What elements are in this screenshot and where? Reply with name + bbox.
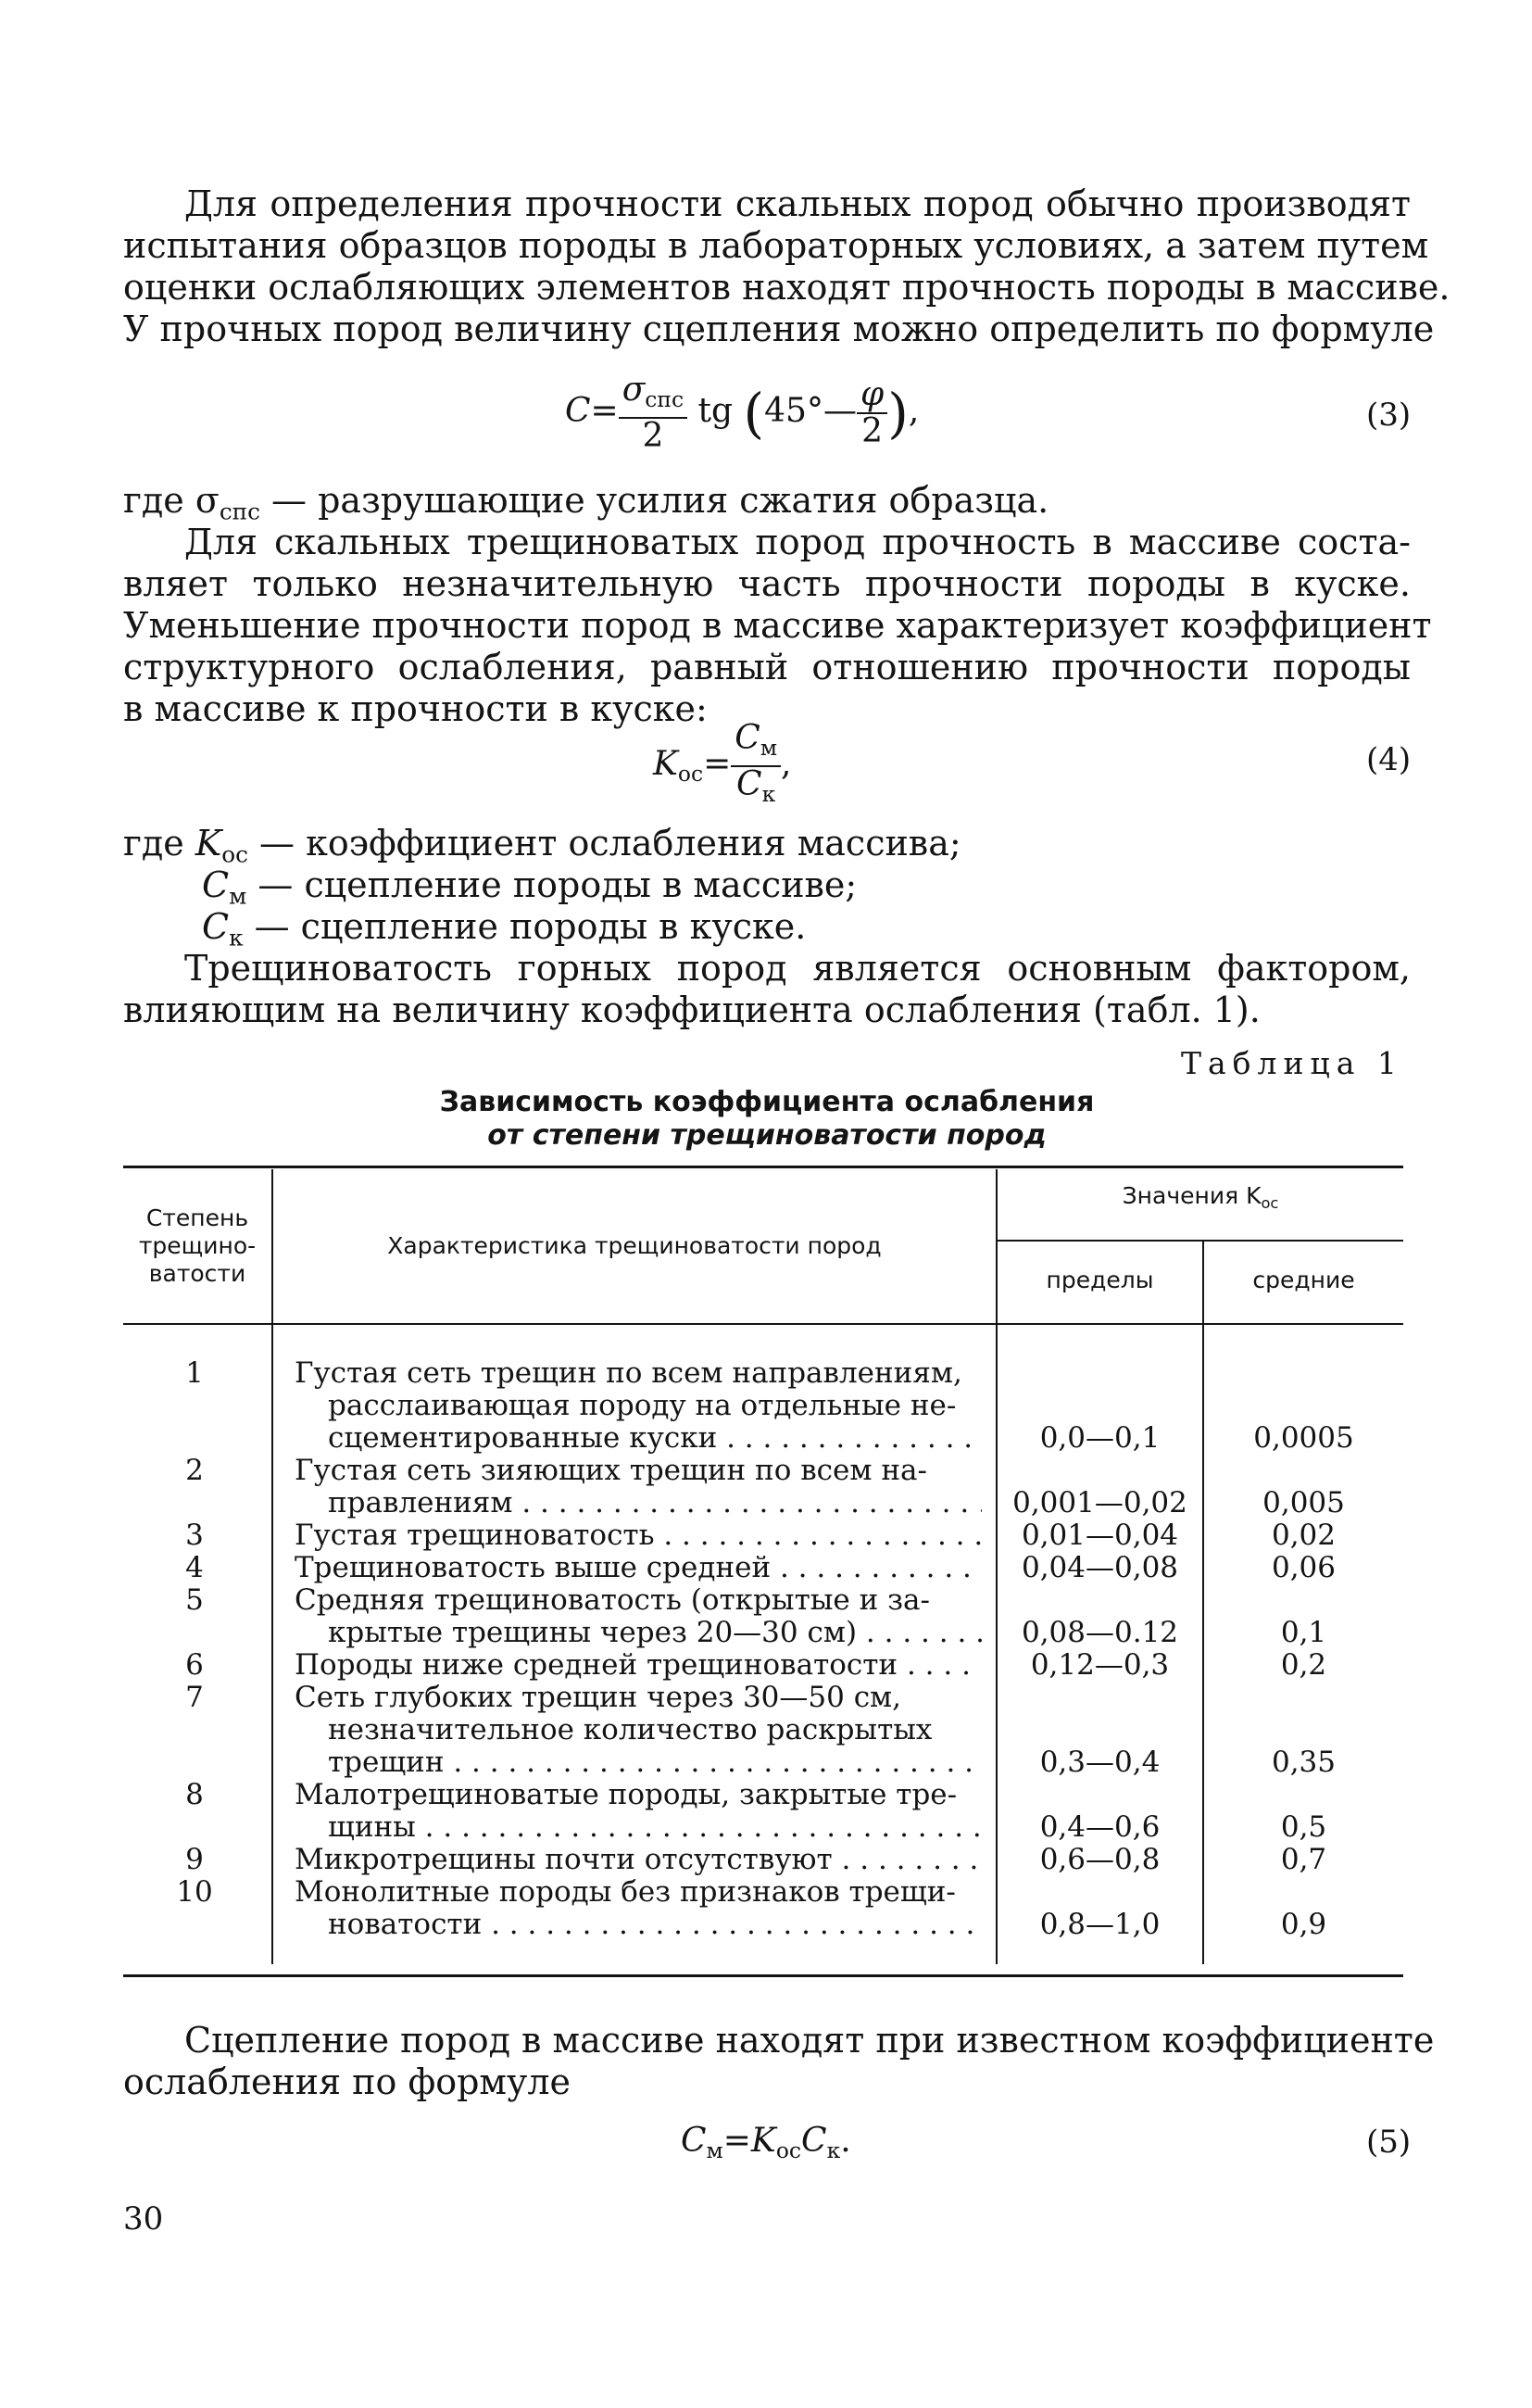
header-characteristic: Характеристика трещиноватости пород [387, 1232, 882, 1259]
def-text: — сцепление породы в массиве; [246, 864, 858, 905]
row-average: 0,7 [1280, 1843, 1327, 1876]
formula3-num-sub: спс [645, 386, 684, 413]
table-bottom-rule [123, 1974, 1403, 1977]
formula4-num: C [735, 719, 760, 757]
formula4-den-sub: к [761, 781, 776, 808]
header-degree-line: ватости [148, 1260, 246, 1287]
row-average: 0,1 [1280, 1616, 1327, 1649]
para2-line: Для скальных трещиноватых пород прочность в массиве соста- [184, 522, 1411, 562]
intro-line: У прочных пород величину сцепления можно определить по формуле [123, 309, 1435, 349]
intro-line: оценки ослабляющих элементов находят прочность породы в массиве. [123, 267, 1450, 308]
row-average: 0,005 [1262, 1486, 1345, 1519]
row-average: 0,06 [1271, 1551, 1337, 1584]
table-row [295, 1552, 982, 1584]
row-text-line: правлениям [328, 1487, 513, 1519]
row-text-line: щины [328, 1811, 416, 1844]
def-prefix: где [123, 823, 195, 864]
table-row [295, 1682, 982, 1779]
row-number: 9 [185, 1843, 204, 1876]
header-degree-line: трещино- [138, 1232, 257, 1259]
row-text-line: Малотрещиноватые породы, закрытые тре- [295, 1779, 958, 1811]
table-row [295, 1779, 982, 1844]
row-text-line: расслаивающая породу на отдельные не- [328, 1390, 957, 1422]
table-header-rule [123, 1323, 1403, 1325]
header-degree-line: Степень [145, 1204, 249, 1231]
formula4-comma: , [781, 745, 792, 784]
where1-sub: спс [219, 498, 260, 525]
row-text-line: Сеть глубоких трещин через 30—50 см, [295, 1682, 902, 1714]
header-degree [123, 1204, 271, 1288]
row-text-line: Густая сеть зияющих трещин по всем на- [295, 1455, 927, 1487]
table-row [295, 1519, 982, 1552]
intro-line: испытания образцов породы в лабораторных условиях, а затем путем [123, 225, 1429, 266]
row-limits: 0,04—0,08 [1021, 1551, 1179, 1584]
where1-prefix: где σ [123, 480, 220, 521]
row-number: 7 [185, 1681, 204, 1714]
row-limits: 0,3—0,4 [1039, 1746, 1161, 1779]
paragraph-4 [123, 2020, 1435, 2103]
table-row [295, 1844, 982, 1876]
row-limits: 0,4—0,6 [1039, 1810, 1161, 1844]
formula4-den: C [736, 765, 762, 804]
table-top-rule [123, 1166, 1403, 1168]
intro-paragraph [123, 183, 1450, 350]
formula3-paren-open: ( [743, 382, 765, 446]
row-limits: 0,01—0,04 [1021, 1519, 1179, 1552]
table-col-rule [271, 1169, 273, 1964]
formula5-eq: = [722, 2122, 751, 2160]
row-text-line: трещин [328, 1746, 445, 1779]
formula4-lhs: K [653, 745, 678, 784]
header-values [998, 1182, 1403, 1217]
formula-3 [565, 372, 919, 454]
formula3-lhs: C [565, 392, 591, 431]
formula3-minus: — [823, 392, 857, 431]
table-values-rule [996, 1240, 1403, 1242]
formula5-lhs: C [681, 2122, 707, 2160]
row-text-line: Средняя трещиноватость (открытые и за- [295, 1584, 930, 1617]
row-limits: 0,12—0,3 [1030, 1648, 1170, 1682]
row-number: 3 [185, 1519, 204, 1552]
formula3-fraction [619, 372, 687, 454]
row-number: 1 [185, 1356, 204, 1390]
formula5-dot: . [840, 2122, 851, 2160]
formula4-lhs-sub: ос [677, 761, 704, 788]
para4-line: ослабления по формуле [123, 2061, 571, 2102]
row-average: 0,02 [1271, 1519, 1337, 1552]
paragraph-2 [123, 522, 1432, 730]
row-text-line: Породы ниже средней трещиноватости [295, 1649, 898, 1682]
row-text-line: Трещиноватость выше средней [295, 1552, 772, 1584]
table-row [295, 1357, 982, 1455]
def-symbol: C [202, 906, 230, 947]
row-number: 5 [185, 1583, 204, 1617]
formula-4 [653, 721, 791, 812]
row-average: 0,5 [1280, 1810, 1327, 1844]
header-values-sub: ос [1261, 1193, 1279, 1212]
row-text-line: новатости [328, 1909, 483, 1941]
formula3-phi-fraction [857, 377, 887, 449]
row-limits: 0,0—0,1 [1039, 1421, 1161, 1455]
row-text-line: сцементированные куски [328, 1422, 718, 1455]
row-number: 2 [185, 1454, 204, 1487]
para2-line: Уменьшение прочности пород в массиве характеризует коэффициент [123, 605, 1432, 646]
def-sub: ос [221, 840, 248, 868]
table-row [295, 1649, 982, 1682]
row-average: 0,35 [1271, 1746, 1337, 1779]
paragraph-3 [123, 948, 1411, 1031]
row-limits: 0,6—0,8 [1039, 1843, 1161, 1876]
row-average: 0,0005 [1253, 1421, 1354, 1455]
row-text-line: крытые трещины через 20—30 см) [328, 1617, 858, 1649]
formula5-c-sub: к [826, 2137, 841, 2164]
equation-number-5: (5) [1366, 2124, 1412, 2161]
row-average: 0,2 [1280, 1648, 1327, 1682]
formula3-comma: , [908, 392, 920, 431]
para3-line: Трещиноватость горных пород является основным фактором, [184, 948, 1411, 989]
formula3-phi: φ [857, 377, 887, 414]
formula4-fraction [731, 721, 781, 812]
row-text-line: незначительное количество раскрытых [328, 1714, 933, 1746]
row-limits: 0,8—1,0 [1039, 1908, 1161, 1941]
table-row [295, 1584, 982, 1649]
formula5-c: C [801, 2122, 827, 2160]
row-text-line: Густая сеть трещин по всем направлениям, [295, 1357, 962, 1390]
where1-text: — разрушающие усилия сжатия образца. [259, 480, 1049, 521]
page-number: 30 [123, 2200, 164, 2238]
formula3-num: σ [622, 371, 646, 409]
equation-number-3: (3) [1366, 397, 1412, 434]
def-sub: м [229, 882, 247, 910]
row-text-line: Микротрещины почти отсутствуют [295, 1844, 833, 1876]
row-text-line: Густая трещиноватость [295, 1519, 655, 1552]
def-symbol: K [195, 823, 222, 864]
table-label: Таблица 1 [1181, 1045, 1403, 1081]
header-average: средние [1252, 1267, 1355, 1293]
formula4-eq: = [703, 745, 732, 784]
row-text-line: Монолитные породы без признаков трещи- [295, 1876, 956, 1909]
para2-line: вляет только незначительную часть прочности породы в куске. [123, 563, 1411, 604]
def-sub: к [229, 924, 244, 952]
def-symbol: C [202, 864, 230, 905]
header-values-text: Значения K [1122, 1182, 1262, 1209]
def-text: — коэффициент ослабления массива; [247, 823, 961, 864]
para2-line: структурного ослабления, равный отношению прочности породы [123, 647, 1411, 687]
formula3-den: 2 [642, 417, 664, 456]
row-limits: 0,001—0,02 [1012, 1486, 1187, 1519]
formula5-lhs-sub: м [706, 2137, 723, 2164]
formula3-eq: = [590, 392, 619, 431]
formula5-k: K [750, 2122, 776, 2160]
table-row [295, 1455, 982, 1519]
formula-5 [681, 2122, 851, 2163]
para3-line: влияющим на величину коэффициента ослабления (табл. 1). [123, 990, 1261, 1030]
intro-line: Для определения прочности скальных пород обычно производят [184, 183, 1411, 224]
row-number: 10 [176, 1875, 213, 1909]
formula3-paren-close: ) [887, 382, 909, 446]
formula3-phi-den: 2 [861, 412, 884, 451]
table-title-line2: от степени трещиноватости пород [487, 1119, 1047, 1152]
table-title-line1: Зависимость коэффициента ослабления [439, 1086, 1095, 1118]
def-text: — сцепление породы в куске. [243, 906, 807, 947]
header-limits: пределы [1046, 1267, 1154, 1293]
para4-line: Сцепление пород в массиве находят при известном коэффициенте [184, 2020, 1435, 2061]
row-number: 6 [185, 1648, 204, 1682]
formula4-num-sub: м [760, 735, 778, 762]
row-number: 8 [185, 1778, 204, 1811]
para2-line: в массиве к прочности в куске: [123, 688, 708, 729]
formula5-k-sub: ос [775, 2137, 802, 2164]
table-row [295, 1876, 982, 1941]
equation-number-4: (4) [1366, 741, 1412, 778]
row-limits: 0,08—0.12 [1021, 1616, 1179, 1649]
formula3-angle: 45° [764, 392, 823, 431]
formula3-func: tg [697, 392, 734, 431]
row-average: 0,9 [1280, 1908, 1327, 1941]
row-number: 4 [185, 1551, 204, 1584]
